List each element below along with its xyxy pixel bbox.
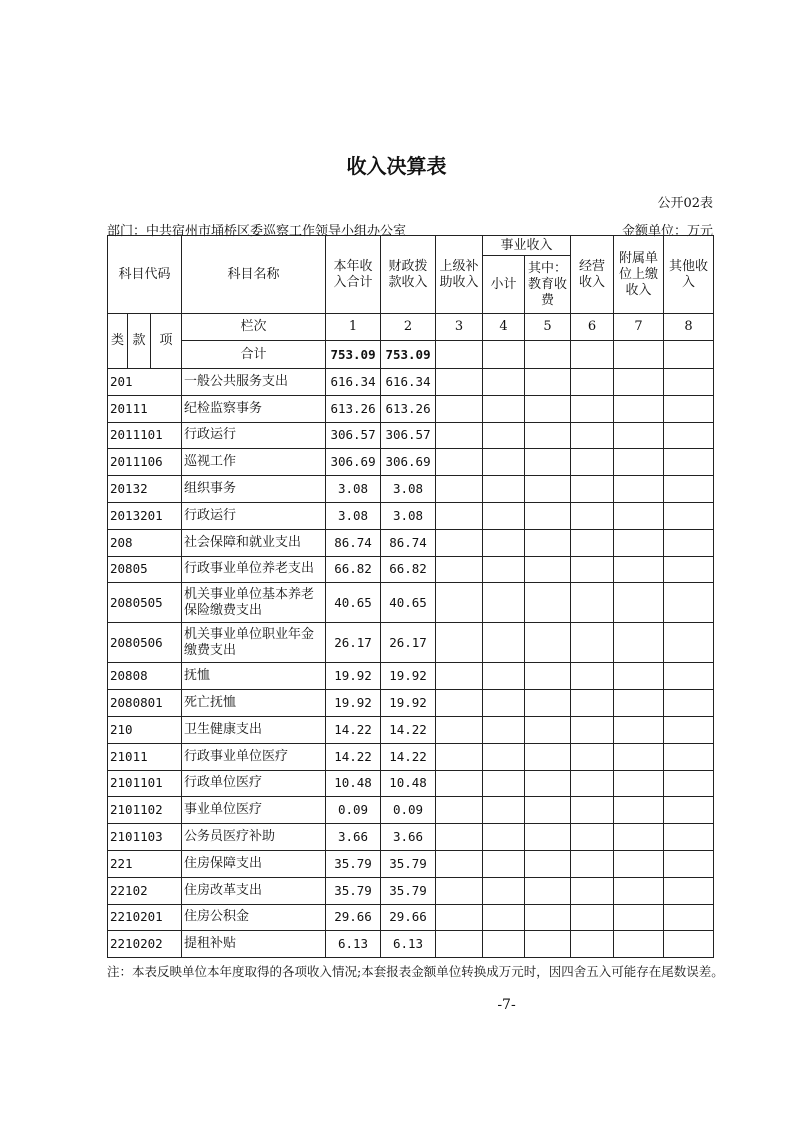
- empty-cell: [436, 449, 483, 476]
- header-c3: 上级补助收入: [436, 236, 483, 314]
- column-number: 5: [525, 314, 571, 341]
- empty-cell: [571, 502, 614, 529]
- form-number: 公开02表: [657, 196, 713, 211]
- row-code: 2080505: [108, 583, 182, 623]
- empty-cell: [614, 797, 664, 824]
- row-c2: 3.08: [381, 502, 436, 529]
- row-code: 2080506: [108, 623, 182, 663]
- row-c2: 306.57: [381, 422, 436, 449]
- empty-cell: [664, 716, 714, 743]
- empty-cell: [614, 663, 664, 690]
- empty-cell: [525, 824, 571, 851]
- row-name: 行政单位医疗: [182, 770, 326, 797]
- empty-cell: [483, 716, 525, 743]
- empty-cell: [483, 583, 525, 623]
- empty-cell: [483, 824, 525, 851]
- header-xiang: 项: [151, 314, 182, 369]
- empty-cell: [664, 690, 714, 717]
- row-name: 住房公积金: [182, 904, 326, 931]
- row-c1: 0.09: [326, 797, 381, 824]
- empty-cell: [483, 743, 525, 770]
- row-c2: 19.92: [381, 663, 436, 690]
- empty-cell: [483, 877, 525, 904]
- empty-cell: [525, 850, 571, 877]
- row-code: 2013201: [108, 502, 182, 529]
- table-row: [108, 449, 714, 476]
- row-name: 行政运行: [182, 422, 326, 449]
- row-c2: 14.22: [381, 743, 436, 770]
- empty-cell: [571, 556, 614, 583]
- empty-cell: [664, 502, 714, 529]
- row-name: 一般公共服务支出: [182, 369, 326, 396]
- row-code: 2101103: [108, 824, 182, 851]
- empty-cell: [525, 395, 571, 422]
- header-group: 事业收入: [483, 236, 571, 256]
- empty-cell: [436, 931, 483, 958]
- empty-cell: [571, 583, 614, 623]
- empty-cell: [525, 770, 571, 797]
- header-name: 科目名称: [182, 236, 326, 314]
- row-c1: 10.48: [326, 770, 381, 797]
- header-c6: 经营收入: [571, 236, 614, 314]
- empty-cell: [436, 743, 483, 770]
- empty-cell: [525, 369, 571, 396]
- row-code: 208: [108, 529, 182, 556]
- table-row: [108, 556, 714, 583]
- empty-cell: [571, 422, 614, 449]
- row-name: 巡视工作: [182, 449, 326, 476]
- empty-cell: [614, 422, 664, 449]
- header-code: 科目代码: [108, 236, 182, 314]
- table-row: [108, 931, 714, 958]
- row-c2: 613.26: [381, 395, 436, 422]
- row-name: 住房改革支出: [182, 877, 326, 904]
- row-c2: 86.74: [381, 529, 436, 556]
- empty-cell: [571, 850, 614, 877]
- empty-cell: [664, 623, 714, 663]
- empty-cell: [436, 716, 483, 743]
- empty-cell: [614, 556, 664, 583]
- header-c2: 财政拨款收入: [381, 236, 436, 314]
- empty-cell: [436, 556, 483, 583]
- row-c2: 3.66: [381, 824, 436, 851]
- empty-cell: [525, 502, 571, 529]
- empty-cell: [483, 797, 525, 824]
- row-name: 事业单位医疗: [182, 797, 326, 824]
- empty-cell: [571, 663, 614, 690]
- empty-cell: [614, 716, 664, 743]
- empty-cell: [525, 743, 571, 770]
- table-row: [108, 476, 714, 503]
- row-name: 住房保障支出: [182, 850, 326, 877]
- empty-cell: [614, 502, 664, 529]
- empty-cell: [614, 824, 664, 851]
- row-c2: 6.13: [381, 931, 436, 958]
- empty-cell: [664, 556, 714, 583]
- row-c1: 616.34: [326, 369, 381, 396]
- empty-cell: [614, 476, 664, 503]
- table-row: [108, 422, 714, 449]
- empty-cell: [436, 690, 483, 717]
- empty-cell: [483, 904, 525, 931]
- row-c2: 3.08: [381, 476, 436, 503]
- table-row: [108, 502, 714, 529]
- row-code: 201: [108, 369, 182, 396]
- empty-cell: [525, 663, 571, 690]
- empty-cell: [525, 690, 571, 717]
- table-row: [108, 770, 714, 797]
- empty-cell: [664, 476, 714, 503]
- empty-cell: [436, 797, 483, 824]
- row-c1: 35.79: [326, 850, 381, 877]
- header-c8: 其他收入: [664, 236, 714, 314]
- row-name: 死亡抚恤: [182, 690, 326, 717]
- empty-cell: [614, 369, 664, 396]
- row-name: 社会保障和就业支出: [182, 529, 326, 556]
- row-name: 卫生健康支出: [182, 716, 326, 743]
- empty-cell: [664, 529, 714, 556]
- empty-cell: [525, 583, 571, 623]
- row-c1: 306.57: [326, 422, 381, 449]
- table-row: [108, 690, 714, 717]
- table-row: [108, 663, 714, 690]
- row-name: 行政事业单位养老支出: [182, 556, 326, 583]
- empty-cell: [525, 716, 571, 743]
- row-name: 行政运行: [182, 502, 326, 529]
- row-code: 20111: [108, 395, 182, 422]
- empty-cell: [614, 583, 664, 623]
- empty-cell: [664, 850, 714, 877]
- row-c1: 3.08: [326, 476, 381, 503]
- empty-cell: [483, 502, 525, 529]
- empty-cell: [614, 743, 664, 770]
- total-label: 合计: [182, 341, 326, 369]
- empty-cell: [525, 904, 571, 931]
- empty-cell: [614, 623, 664, 663]
- column-number: 7: [614, 314, 664, 341]
- table-row: [108, 395, 714, 422]
- empty-cell: [483, 449, 525, 476]
- header-lanci: 栏次: [182, 314, 326, 341]
- row-c1: 306.69: [326, 449, 381, 476]
- row-c2: 26.17: [381, 623, 436, 663]
- row-code: 2101102: [108, 797, 182, 824]
- empty-cell: [436, 877, 483, 904]
- table-row: [108, 529, 714, 556]
- header-c7: 附属单位上缴收入: [614, 236, 664, 314]
- row-name: 机关事业单位基本养老保险缴费支出: [182, 583, 326, 623]
- row-code: 2210202: [108, 931, 182, 958]
- row-code: 20808: [108, 663, 182, 690]
- empty-cell: [664, 904, 714, 931]
- row-code: 2011106: [108, 449, 182, 476]
- column-number: 6: [571, 314, 614, 341]
- empty-cell: [571, 476, 614, 503]
- empty-cell: [664, 931, 714, 958]
- empty-cell: [436, 824, 483, 851]
- row-code: 221: [108, 850, 182, 877]
- amount-unit: 金额单位：万元: [621, 224, 713, 239]
- row-c1: 19.92: [326, 663, 381, 690]
- empty-cell: [525, 476, 571, 503]
- header-c4: 小计: [483, 256, 525, 314]
- row-c2: 10.48: [381, 770, 436, 797]
- header-c1: 本年收入合计: [326, 236, 381, 314]
- empty-cell: [571, 743, 614, 770]
- empty-cell: [614, 904, 664, 931]
- header-kuan: 款: [128, 314, 151, 369]
- empty-cell: [614, 449, 664, 476]
- empty-cell: [614, 770, 664, 797]
- empty-cell: [664, 449, 714, 476]
- row-code: 22102: [108, 877, 182, 904]
- empty-cell: [525, 556, 571, 583]
- row-c2: 19.92: [381, 690, 436, 717]
- empty-cell: [571, 529, 614, 556]
- empty-cell: [483, 850, 525, 877]
- empty-cell: [664, 663, 714, 690]
- row-c2: 616.34: [381, 369, 436, 396]
- empty-cell: [664, 583, 714, 623]
- table-row: [108, 716, 714, 743]
- row-code: 21011: [108, 743, 182, 770]
- row-c2: 66.82: [381, 556, 436, 583]
- empty-cell: [436, 770, 483, 797]
- empty-cell: [614, 877, 664, 904]
- empty-cell: [436, 583, 483, 623]
- table-row: [108, 583, 714, 623]
- page-number: -7-: [497, 997, 516, 1013]
- empty-cell: [614, 690, 664, 717]
- empty-cell: [571, 716, 614, 743]
- empty-cell: [436, 623, 483, 663]
- empty-cell: [436, 850, 483, 877]
- row-name: 行政事业单位医疗: [182, 743, 326, 770]
- row-name: 纪检监察事务: [182, 395, 326, 422]
- empty-cell: [525, 931, 571, 958]
- empty-cell: [571, 931, 614, 958]
- empty-cell: [664, 395, 714, 422]
- empty-cell: [483, 422, 525, 449]
- row-c1: 26.17: [326, 623, 381, 663]
- row-name: 组织事务: [182, 476, 326, 503]
- column-number: 3: [436, 314, 483, 341]
- row-code: 2101101: [108, 770, 182, 797]
- empty-cell: [664, 877, 714, 904]
- table-row: [108, 904, 714, 931]
- row-c1: 29.66: [326, 904, 381, 931]
- empty-cell: [571, 690, 614, 717]
- row-code: 20805: [108, 556, 182, 583]
- empty-cell: [436, 502, 483, 529]
- empty-cell: [664, 770, 714, 797]
- row-c2: 306.69: [381, 449, 436, 476]
- empty-cell: [525, 877, 571, 904]
- department-label: 部门：中共宿州市埇桥区委巡察工作领导小组办公室: [107, 224, 407, 239]
- empty-cell: [571, 824, 614, 851]
- empty-cell: [483, 476, 525, 503]
- empty-cell: [483, 369, 525, 396]
- row-c2: 40.65: [381, 583, 436, 623]
- empty-cell: [525, 797, 571, 824]
- row-name: 抚恤: [182, 663, 326, 690]
- row-c2: 14.22: [381, 716, 436, 743]
- row-code: 2080801: [108, 690, 182, 717]
- empty-cell: [571, 449, 614, 476]
- empty-cell: [571, 395, 614, 422]
- empty-cell: [571, 797, 614, 824]
- table-row: [108, 850, 714, 877]
- row-name: 机关事业单位职业年金缴费支出: [182, 623, 326, 663]
- empty-cell: [571, 770, 614, 797]
- column-number: 8: [664, 314, 714, 341]
- column-number: 2: [381, 314, 436, 341]
- total-c2: 753.09: [381, 341, 436, 369]
- row-c1: 66.82: [326, 556, 381, 583]
- empty-cell: [664, 797, 714, 824]
- empty-cell: [436, 663, 483, 690]
- table-row: [108, 824, 714, 851]
- table-row: [108, 877, 714, 904]
- row-c2: 0.09: [381, 797, 436, 824]
- row-c1: 3.66: [326, 824, 381, 851]
- empty-cell: [525, 623, 571, 663]
- empty-cell: [436, 529, 483, 556]
- empty-cell: [436, 422, 483, 449]
- row-code: 210: [108, 716, 182, 743]
- empty-cell: [664, 824, 714, 851]
- row-c1: 35.79: [326, 877, 381, 904]
- row-c1: 14.22: [326, 743, 381, 770]
- table-row: [108, 369, 714, 396]
- row-c1: 40.65: [326, 583, 381, 623]
- row-c1: 14.22: [326, 716, 381, 743]
- row-c1: 86.74: [326, 529, 381, 556]
- row-c1: 19.92: [326, 690, 381, 717]
- empty-cell: [483, 395, 525, 422]
- empty-cell: [614, 395, 664, 422]
- row-c1: 6.13: [326, 931, 381, 958]
- total-c1: 753.09: [326, 341, 381, 369]
- empty-cell: [571, 904, 614, 931]
- empty-cell: [571, 877, 614, 904]
- empty-cell: [483, 556, 525, 583]
- empty-cell: [525, 529, 571, 556]
- row-c2: 35.79: [381, 850, 436, 877]
- empty-cell: [664, 743, 714, 770]
- empty-cell: [436, 395, 483, 422]
- empty-cell: [436, 369, 483, 396]
- empty-cell: [614, 529, 664, 556]
- table-row: [108, 797, 714, 824]
- header-c5: 其中：教育收费: [525, 256, 571, 314]
- empty-cell: [664, 422, 714, 449]
- empty-cell: [571, 623, 614, 663]
- column-number: 1: [326, 314, 381, 341]
- empty-cell: [614, 850, 664, 877]
- empty-cell: [483, 931, 525, 958]
- row-c1: 613.26: [326, 395, 381, 422]
- row-code: 20132: [108, 476, 182, 503]
- empty-cell: [525, 449, 571, 476]
- empty-cell: [525, 422, 571, 449]
- empty-cell: [483, 529, 525, 556]
- row-c2: 35.79: [381, 877, 436, 904]
- empty-cell: [436, 904, 483, 931]
- empty-cell: [664, 369, 714, 396]
- empty-cell: [436, 476, 483, 503]
- row-code: 2210201: [108, 904, 182, 931]
- row-code: 2011101: [108, 422, 182, 449]
- row-c1: 3.08: [326, 502, 381, 529]
- footnote: 注：本表反映单位本年度取得的各项收入情况;本套报表金额单位转换成万元时，因四舍五入可能存在尾数误差。: [107, 964, 724, 979]
- empty-cell: [571, 369, 614, 396]
- row-c2: 29.66: [381, 904, 436, 931]
- table-row: [108, 623, 714, 663]
- income-table: [107, 235, 714, 958]
- header-lei: 类: [108, 314, 128, 369]
- empty-cell: [614, 931, 664, 958]
- row-name: 公务员医疗补助: [182, 824, 326, 851]
- column-number: 4: [483, 314, 525, 341]
- page-title: 收入决算表: [346, 154, 447, 178]
- row-name: 提租补贴: [182, 931, 326, 958]
- empty-cell: [483, 690, 525, 717]
- empty-cell: [483, 623, 525, 663]
- table-row: [108, 743, 714, 770]
- empty-cell: [483, 770, 525, 797]
- empty-cell: [483, 663, 525, 690]
